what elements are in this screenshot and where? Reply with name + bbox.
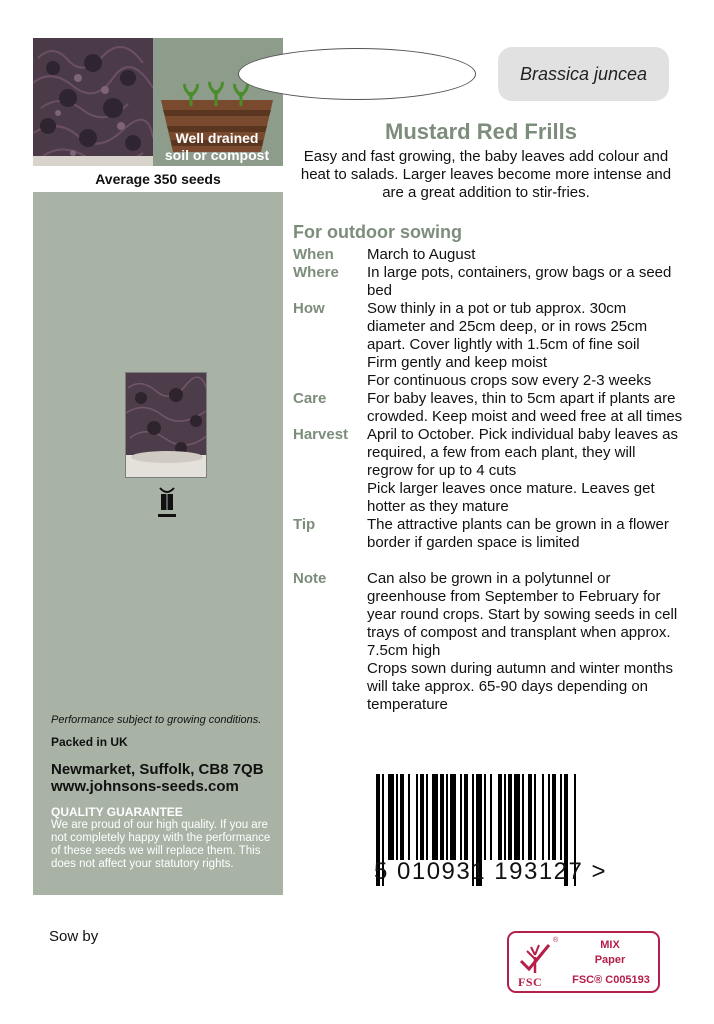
johnsons-seed-packet-icon (156, 486, 178, 520)
instruction-label: Where (293, 264, 339, 281)
instruction-text (367, 390, 683, 426)
instruction-text (367, 426, 683, 516)
sowing-heading: For outdoor sowing (293, 222, 462, 242)
barcode-bar (504, 774, 506, 860)
packed-in: Packed in UK (51, 735, 128, 749)
company-address: Newmarket, Suffolk, CB8 7QB (51, 761, 264, 778)
fsc-tree-check-icon (517, 939, 553, 975)
instruction-row-tip (293, 516, 683, 552)
mustard-leaves-photo (33, 38, 153, 166)
instruction-line: March to August (367, 246, 476, 263)
barcode-bar (548, 774, 550, 860)
fsc-certification-badge (507, 931, 660, 993)
blank-name-bubble (238, 48, 476, 100)
left-panel (33, 38, 283, 895)
barcode-bar (490, 774, 492, 860)
instruction-row-where (293, 264, 683, 300)
barcode-bar (484, 774, 486, 860)
barcode-bar (522, 774, 524, 860)
instruction-text (367, 264, 683, 300)
soil-line-1: Well drained (175, 130, 259, 146)
barcode-bar (450, 774, 456, 860)
barcode-bar (514, 774, 520, 860)
latin-name: Brassica juncea (498, 47, 669, 101)
instruction-text (367, 516, 683, 552)
fsc-registered-mark: ® (553, 937, 559, 944)
fsc-mix: MIX (600, 939, 620, 951)
instruction-label: Harvest (293, 426, 349, 443)
barcode-digits: 5 010931 193127 > (374, 858, 608, 885)
barcode-bar (528, 774, 532, 860)
product-title: Mustard Red Frills (385, 119, 577, 144)
top-photo-strip (33, 38, 283, 166)
soil-requirement (153, 130, 281, 164)
barcode-bar (400, 774, 404, 860)
seed-count: Average 350 seeds (33, 166, 283, 192)
sowing-instructions (293, 246, 683, 714)
barcode-bar (440, 774, 444, 860)
barcode-bar (426, 774, 428, 860)
instruction-line: The attractive plants can be grown in a flower border if garden space is limited (367, 516, 669, 551)
company-website: www.johnsons-seeds.com (51, 778, 239, 795)
instruction-row-note (293, 570, 683, 714)
barcode-bar (560, 774, 562, 860)
barcode-bar (446, 774, 448, 860)
barcode-bar (542, 774, 544, 860)
packaging-info (51, 713, 281, 871)
quality-guarantee-text: We are proud of our high quality. If you are not completely happy with the performance of these seeds we will replace them. This does not affect your statutory rights. (51, 819, 271, 870)
instruction-line: Sow thinly in a pot or tub approx. 30cm diameter and 25cm deep, or in rows 25cm apart. Cover lightly with 1.5cm of fine soil (367, 300, 648, 353)
performance-note: Performance subject to growing conditions. (51, 714, 262, 726)
barcode-bar (432, 774, 438, 860)
barcode-bar (534, 774, 536, 860)
barcode-bar (420, 774, 424, 860)
fsc-license-code: FSC® C005193 (572, 974, 650, 986)
instruction-text (367, 300, 683, 390)
instruction-text (367, 570, 683, 714)
instruction-label: When (293, 246, 334, 263)
instruction-label: How (293, 300, 325, 317)
barcode-bar (508, 774, 512, 860)
instruction-line: For baby leaves, thin to 5cm apart if plants are crowded. Keep moist and weed free at all times (367, 390, 683, 425)
soil-line-2: soil or compost (164, 147, 270, 163)
quality-guarantee-title: QUALITY GUARANTEE (51, 805, 183, 819)
instruction-row-harvest (293, 426, 683, 516)
barcode-bar (498, 774, 502, 860)
instruction-label: Care (293, 390, 327, 407)
barcode-bar (460, 774, 462, 860)
instruction-row-care (293, 390, 683, 426)
instruction-label: Note (293, 570, 327, 587)
instruction-label: Tip (293, 516, 316, 533)
instruction-line: Can also be grown in a polytunnel or greenhouse from September to February for year round crops. Start by sowing seeds in cell trays of compost and transplant when approx. 7.5cm high (367, 570, 678, 659)
sow-by-label: Sow by (49, 928, 99, 945)
fsc-letters: FSC (518, 975, 543, 989)
instruction-line: Crops sown during autumn and winter months will take approx. 65-90 days depending on temperature (367, 660, 673, 713)
instruction-line: In large pots, containers, grow bags or a seed bed (367, 264, 672, 299)
barcode-bar (388, 774, 394, 860)
instruction-line: For continuous crops sow every 2-3 weeks (367, 372, 652, 389)
barcode-bar (464, 774, 468, 860)
barcode-bar (396, 774, 398, 860)
fsc-paper: Paper (594, 954, 626, 966)
product-description: Easy and fast growing, the baby leaves add colour and heat to salads. Larger leaves become more intense and are a great addition to stir-fries. (300, 148, 672, 201)
barcode-bar (552, 774, 556, 860)
instruction-line: April to October. Pick individual baby leaves as required, a few from each plant, they will regrow for up to 4 cuts (367, 426, 678, 479)
barcode-bar (416, 774, 418, 860)
instruction-row-when (293, 246, 683, 264)
product-thumbnail-photo (125, 372, 207, 478)
instruction-line: Firm gently and keep moist (367, 354, 548, 371)
instruction-text (367, 246, 683, 264)
barcode-bar (408, 774, 410, 860)
instruction-row-how (293, 300, 683, 390)
instruction-line: Pick larger leaves once mature. Leaves get hotter as they mature (367, 480, 655, 515)
